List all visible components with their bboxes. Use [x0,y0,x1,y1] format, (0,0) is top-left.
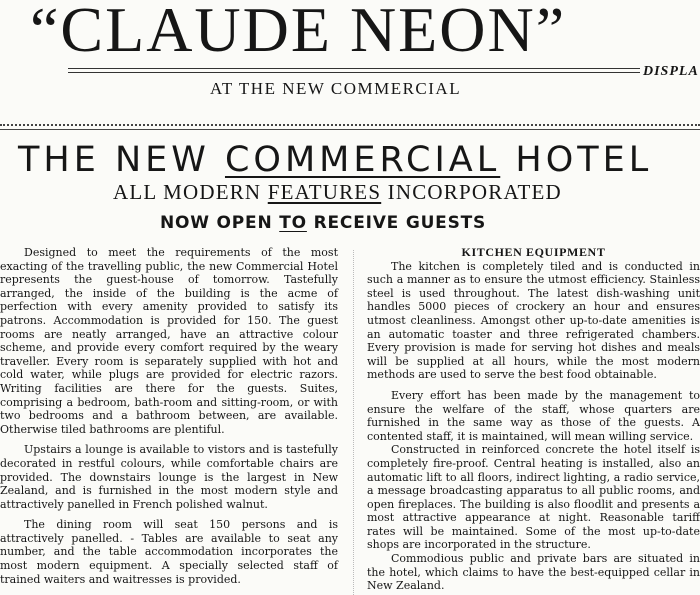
page-title [18,140,700,180]
left-column [0,246,338,586]
article-paragraph: Constructed in reinforced concrete the hotel itself is completely fire-proof. Central heating is installed, also an automatic lift to all floors, indirect lighting, a radio service, a message broadcasting apparatus to all public rooms, and open fireplaces. The building is also floodlit and presents a most attractive appearance at night. Reasonable tariff rates will be maintained. Some of the most up-to-date shops are incorporated in the structure. [367,443,700,552]
headline-pre: THE NEW [18,140,225,180]
section-divider-solid [0,129,700,130]
article-paragraph: Commodious public and private bars are situated in the hotel, which claims to have the best-equipped cellar in New Zealand. [367,552,700,593]
masthead-subtitle: AT THE NEW COMMERCIAL [210,79,462,98]
tagline-pre: NOW OPEN [160,213,280,233]
kitchen-heading: KITCHEN EQUIPMENT [461,245,606,259]
column-divider [353,250,354,595]
right-column [367,246,700,593]
article-paragraph: Every effort has been made by the management to ensure the welfare of the staff, whose quarters are furnished in the same way as those of the guests. A contented staff, it is maintained, will mean willing service. [367,388,700,443]
subhead-underlined: FEATURES [267,180,382,204]
subheading [113,180,562,205]
masthead-side-text: DISPLA [643,64,699,79]
masthead-rule-top [68,68,640,69]
headline-underlined: COMMERCIAL [224,140,501,180]
masthead-rule-bottom [68,72,640,73]
article-paragraph: Upstairs a lounge is available to vistors and is tastefully decorated in restful colours, while comfortable chairs are provided. The downstairs lounge is the largest in New Zealand, and is furnished in the most modern style and attractively panelled in French polished walnut. [0,443,338,511]
subhead-pre: ALL MODERN [113,180,268,204]
article-paragraph: The dining room will seat 150 persons and is attractively panelled. - Tables are available to seat any number, and the table accommodation incorporates the most modern equipment. A specially selected staff of trained waiters and waitresses is provided. [0,518,338,586]
headline-post: HOTEL [500,140,653,180]
masthead-title: “CLAUDE NEON” [30,0,567,65]
article-paragraph: The kitchen is completely tiled and is conducted in such a manner as to ensure the utmost efficiency. Stainless steel is used throughout. The latest dish-washing unit handles 5000 pieces of crockery an hour and ensures utmost cleanliness. Amongst other up-to-date amenities is an automatic toaster and three refrigerated chambers. Every provision is made for serving hot dishes and meals will be supplied at all hours, while the most modern methods are used to serve the best food obtainable. [367,259,700,382]
tagline-underlined: TO [279,213,307,233]
subhead-post: INCORPORATED [381,180,562,204]
article-paragraph: Designed to meet the requirements of the most exacting of the travelling public, the new Commercial Hotel represents the guest-house of tomorrow. Tastefully arranged, the inside of the building is the acme of perfection with every amenity provided to satisfy its patrons. Accommodation is provided for 150. The guest rooms are neatly arranged, have an attractive colour scheme, and provide every comfort required by the weary traveller. Every room is separately supplied with hot and cold water, while plugs are provided for electric razors. Writing facilities are there for the guests. Suites, comprising a bedroom, bath-room and sitting-room, or with two bedrooms and a bathroom between, are available. Otherwise tiled bathrooms are plentiful. [0,246,338,436]
section-divider-dotted [0,124,700,126]
tagline [160,213,486,233]
tagline-post: RECEIVE GUESTS [306,213,487,233]
